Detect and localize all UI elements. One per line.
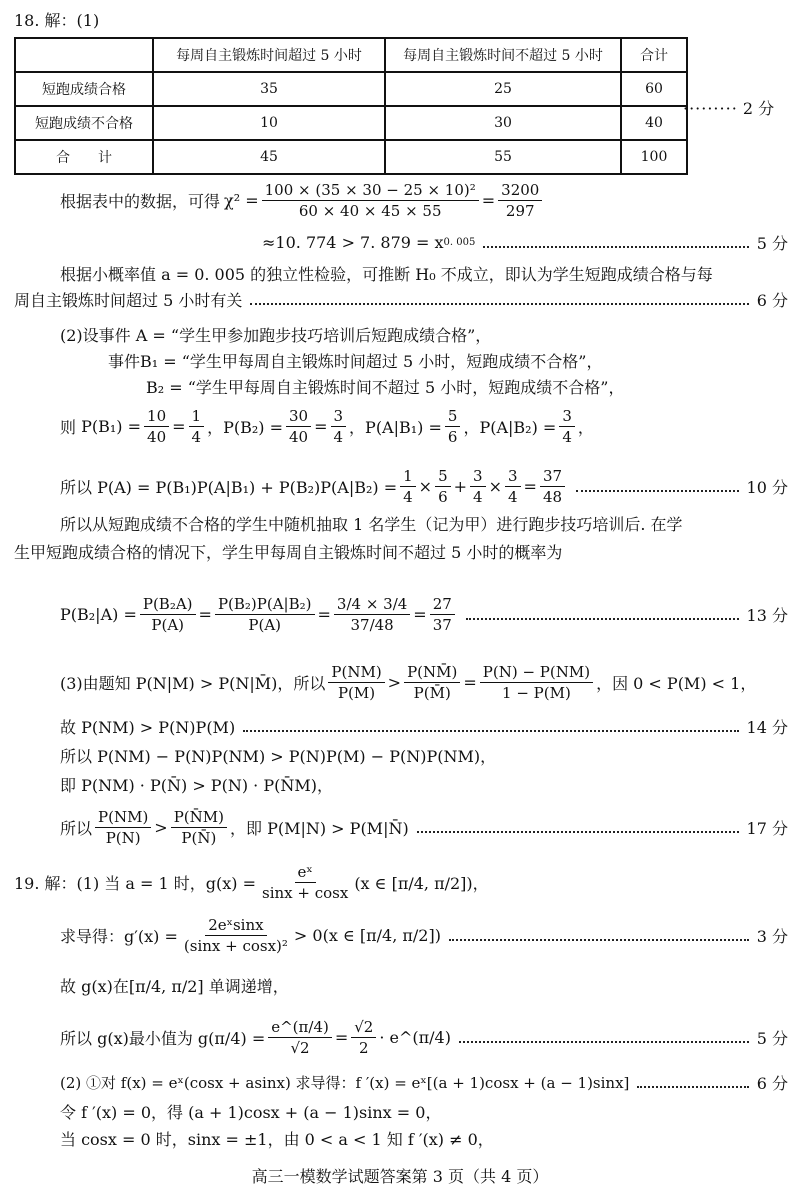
pa-text: 所以 P(A) = P(B₁)P(A|B₁) + P(B₂)P(A|B₂) = [60, 477, 398, 497]
frac-den: 37/48 [350, 615, 394, 634]
bayes-lhs: P(B₂|A) = [60, 604, 137, 624]
table-cell: 35 [153, 72, 385, 106]
frac-num: P(NM̄) [404, 662, 460, 683]
frac-num: 10 [144, 406, 169, 427]
chi-denominator: 60 × 40 × 45 × 55 [298, 202, 442, 220]
table-cell: 每周自主锻炼时间超过 5 小时 [153, 38, 385, 72]
part3-line-4: 即 P(NM) · P(N̄) > P(N) · P(N̄M)， [60, 776, 333, 795]
frac-den: 4 [507, 487, 518, 506]
table-cell: 40 [621, 106, 687, 140]
frac-num: P(NM) [95, 807, 151, 828]
frac-den: 4 [562, 428, 572, 446]
frac-den: 6 [447, 428, 458, 446]
score-label: 3 分 [756, 926, 788, 946]
frac-num: 5 [435, 466, 451, 487]
pab1-label: ，P(A|B₁) = [349, 418, 442, 437]
frac-den: 4 [403, 487, 413, 506]
chi-approx: ≈10. 774 > 7. 879 = x [262, 232, 444, 252]
score-label: 14 分 [746, 717, 788, 737]
score-label: 10 分 [746, 477, 788, 497]
bayes-line: P(B₂|A) = $\frac{\text{P(B₂A)}}{P(A)}$ = $\frac{\text{P(B₂)P(A|B₂)}}{P(A)}$ = $\frac{3/4 \times 3/4}{37/48}$ = $\frac{27}{37}$ 13 分 [60, 594, 788, 634]
score-label: 6 分 [756, 290, 788, 310]
frac-den: 4 [473, 487, 483, 506]
paragraph-line-2: 生甲短跑成绩合格的情况下，学生甲每周自主锻炼时间不超过 5 小时的概率为 [14, 543, 563, 562]
part2-event-a: (2)设事件 A = “学生甲参加跑步技巧培训后短跑成绩合格”， [60, 326, 492, 345]
q19-l4-tail: · e^(π/4) [379, 1027, 451, 1047]
frac-den: 4 [191, 428, 202, 446]
table-row [15, 72, 687, 106]
pab2-label: ，P(A|B₂) = [463, 418, 557, 437]
chi-result [498, 180, 542, 221]
frac-num: 3/4 × 3/4 [334, 594, 410, 615]
frac-den: 6 [438, 487, 448, 506]
conclusion-text: 周自主锻炼时间超过 5 小时有关 [14, 290, 243, 310]
frac-den: P(M̄) [413, 684, 451, 702]
q19-line-7: 当 cosx = 0 时，sinx = ±1，由 0 < a < 1 知 f ′(x) ≠ 0， [60, 1130, 494, 1149]
part3-l2-text: 故 P(NM) > P(N)P(M) [60, 717, 236, 737]
q18-header: 18. 解：(1) [14, 11, 100, 30]
frac-num: P(N̄M) [171, 807, 227, 828]
frac-num: 30 [286, 406, 311, 427]
frac-num: 1 [189, 406, 205, 427]
table-cell: 60 [621, 72, 687, 106]
table-cell: 45 [153, 140, 385, 174]
frac-den: 37 [432, 615, 452, 634]
score-label: 2 分 [742, 99, 775, 118]
probs-tail: ， [577, 418, 594, 437]
part3-line-2 [60, 712, 788, 740]
frac-num: 3 [331, 406, 347, 427]
score-table [14, 37, 688, 175]
chi-symbol: χ² = [224, 191, 259, 210]
q19-l1-text: 19. 解：(1) 当 a = 1 时，g(x) = [14, 874, 256, 893]
page-footer: 高三一模数学试题答案第 3 页（共 4 页） [251, 1167, 549, 1186]
frac-num: 3 [559, 406, 575, 427]
chi-square-formula [60, 180, 545, 221]
frac-num: P(NM) [328, 662, 384, 683]
frac-den: 4 [333, 428, 344, 446]
frac-num: eˣ [295, 862, 316, 883]
part2-event-b2: B₂ = “学生甲每周自主锻炼时间不超过 5 小时，短跑成绩不合格”， [146, 378, 625, 397]
frac-num: 3 [505, 466, 521, 487]
score-label: 6 分 [756, 1073, 788, 1093]
probabilities-line: 则 P(B₁) = $\frac{10}{40}$ = $\frac{1}{4}$ ，P(B₂) = $\frac{30}{40}$ = $\frac{3}{4}$ ，P(A|B₁) = $\frac{5}{6}$ ，P(A|B₂) = $\frac{3}{4}$ ， [60, 407, 594, 446]
part3-l5-text: 所以 [60, 818, 93, 838]
frac-den: 40 [289, 428, 309, 446]
frac-num: P(N) − P(NM) [480, 662, 593, 683]
score-label: 13 分 [746, 605, 788, 625]
chi-fraction [262, 180, 479, 221]
frac-num: 3 [470, 466, 486, 487]
part3-line-5: 所以 $\frac{P(NM)}{P(N)}$ > $\frac{P(N̄M)}{P(N̄)}$ ，即 P(M|N) > P(M|N̄) 17 分 [60, 807, 788, 847]
table-cell: 10 [153, 106, 385, 140]
frac-den: P(N) [105, 828, 141, 847]
paragraph-line-1: 所以从短跑成绩不合格的学生中随机抽取 1 名学生（记为甲）进行跑步技巧培训后. 在学 [60, 515, 683, 534]
q19-line-5 [60, 1068, 788, 1096]
q19-l2-tail: > 0(x ∈ [π/4, π/2]) [293, 925, 441, 945]
frac-den: 40 [147, 428, 167, 446]
table-cell: 合计 [621, 38, 687, 72]
frac-den: P(M) [337, 684, 376, 702]
chi-numerator: 100 × (35 × 30 − 25 × 10)² [262, 180, 479, 201]
frac-num: 27 [430, 594, 455, 615]
frac-num: 5 [445, 406, 461, 427]
frac-num: P(B₂)P(A|B₂) [215, 594, 315, 615]
table-cell: 短跑成绩合格 [15, 72, 153, 106]
pb2-label: ，P(B₂) = [207, 418, 283, 437]
chi-intro: 根据表中的数据，可得 [60, 192, 221, 211]
frac-num: 1 [400, 466, 416, 487]
score-label: 5 分 [756, 233, 788, 253]
q19-l2-text: 求导得：g′(x) = [60, 926, 178, 946]
frac-den: √2 [290, 1038, 310, 1057]
frac-den: 48 [542, 487, 563, 506]
frac-num: P(B₂A) [140, 594, 196, 615]
probs-lead: 则 [60, 418, 77, 437]
part3-line-1: (3)由题知 P(N|M) > P(N|M̄)，所以 $\frac{P(NM)}{P(M)}$ > $\frac{P(NM̄)}{P(M̄)}$ = $\frac{P(N) - P(NM)}{1 - P(M)}$ ，因 0 < P(M) < 1， [60, 663, 757, 702]
part3-l5-tail: ，即 P(M|N) > P(M|N̄) [229, 818, 409, 838]
chi-result-num: 3200 [498, 180, 542, 201]
pb1-label: P(B₁) = [81, 417, 142, 436]
table-cell [15, 38, 153, 72]
q19-line-2 [60, 912, 788, 958]
frac-den: P(N̄) [181, 828, 217, 847]
chi-approx-sub: 0. 005 [443, 236, 476, 248]
table-cell: 25 [385, 72, 621, 106]
table-cell: 短跑成绩不合格 [15, 106, 153, 140]
pa-line: 所以 P(A) = P(B₁)P(A|B₁) + P(B₂)P(A|B₂) = $\frac{1}{4}$ × $\frac{5}{6}$ + $\frac{3}{4}$ × $\frac{3}{4}$ = $\frac{37}{48}$ 10 分 [60, 466, 788, 506]
frac-den: 1 − P(M) [502, 684, 571, 702]
q19-l1-tail: (x ∈ [π/4, π/2])， [354, 874, 489, 893]
q19-l5-text: (2) ①对 f(x) = eˣ(cosx + asinx) 求导得：f ′(x) = eˣ[(a + 1)cosx + (a − 1)sinx] [60, 1073, 630, 1092]
table-row [15, 106, 687, 140]
frac-num: √2 [351, 1017, 376, 1038]
conclusion-line-1: 根据小概率值 a = 0. 005 的独立性检验，可推断 H₀ 不成立，即认为学生短跑成绩合格与每 [60, 265, 713, 284]
q19-line-3: 故 g(x)在[π/4, π/2] 单调递增， [60, 977, 289, 996]
frac-den: 2 [359, 1038, 369, 1057]
frac-den: (sinx + cosx)² [183, 936, 288, 955]
conclusion-line-2 [14, 285, 788, 313]
frac-den: sinx + cosx [262, 884, 349, 902]
table-cell: 30 [385, 106, 621, 140]
part3-l1-text: (3)由题知 P(N|M) > P(N|M̄)，所以 [60, 674, 326, 693]
q19-line-4: 所以 g(x)最小值为 g(π/4) = $\frac{e\^{}(\pi/4)}{√2}$ = $\frac{√2}{2}$ · e^(π/4) 5 分 [60, 1017, 788, 1057]
part3-line-3: 所以 P(NM) − P(N)P(NM) > P(N)P(M) − P(N)P(NM)， [60, 747, 497, 766]
table-score-line: ········· 2 分 [683, 99, 775, 118]
table-cell: 合 计 [15, 140, 153, 174]
chi-eq: = [481, 191, 496, 210]
frac-den: P(A) [151, 615, 185, 634]
frac-num: e^(π/4) [268, 1017, 332, 1038]
q19-line-1 [14, 862, 489, 903]
score-label: 5 分 [756, 1028, 788, 1048]
table-cell: 100 [621, 140, 687, 174]
chi-result-den: 297 [505, 202, 535, 220]
frac-den: P(A) [248, 615, 282, 634]
part3-l1-tail: ，因 0 < P(M) < 1， [596, 674, 757, 693]
table-cell: 55 [385, 140, 621, 174]
q19-line-6: 令 f ′(x) = 0，得 (a + 1)cosx + (a − 1)sinx = 0， [60, 1103, 442, 1122]
q19-l4-text: 所以 g(x)最小值为 g(π/4) = [60, 1028, 266, 1048]
frac-num: 2eˣsinx [205, 915, 266, 936]
part2-event-b1: 事件B₁ = “学生甲每周自主锻炼时间超过 5 小时，短跑成绩不合格”， [108, 352, 603, 371]
table-cell: 每周自主锻炼时间不超过 5 小时 [385, 38, 621, 72]
table-row [15, 140, 687, 174]
frac-num: 37 [540, 466, 565, 487]
score-label: 17 分 [746, 818, 788, 838]
table-header-row [15, 38, 687, 72]
chi-approx-line [262, 228, 788, 256]
